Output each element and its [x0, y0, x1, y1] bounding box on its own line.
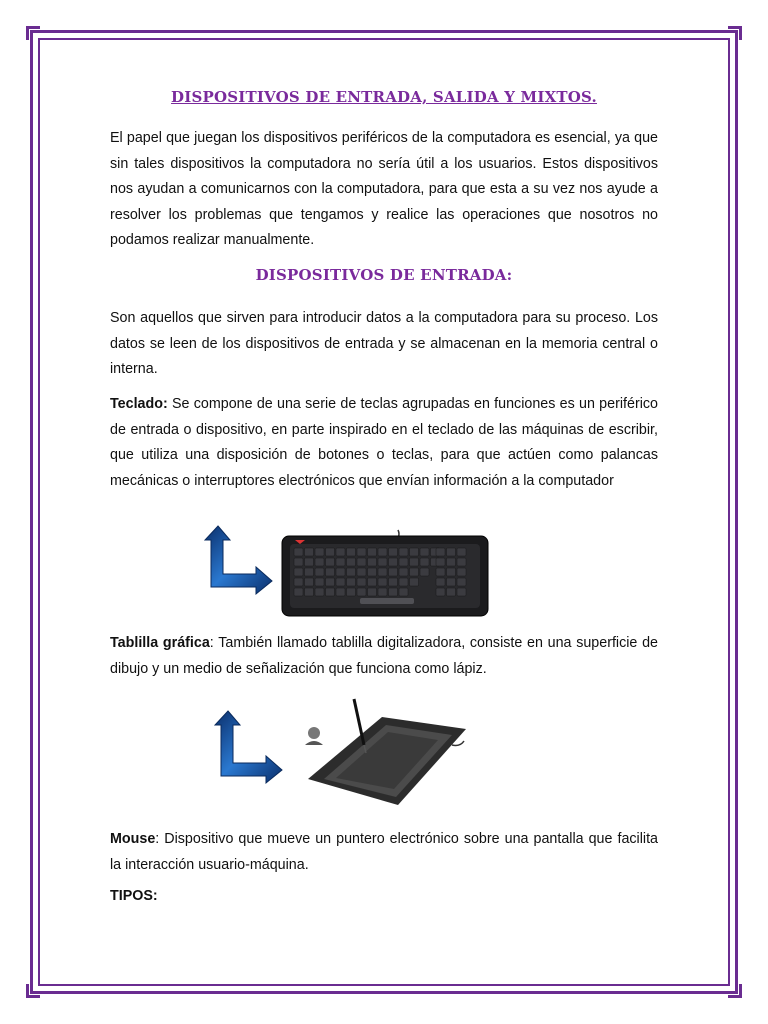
keyboard-term: Teclado:	[110, 396, 168, 412]
intro-paragraph: El papel que juegan los dispositivos periféricos de la computadora es esencial, ya que sin tales dispositivos la computadora no sería útil a los usuarios. Estos dispositivos nos ayudan a comunicarnos con la computadora, para que esta a su vez nos ayude a resolver los problemas que tengamos y realice las operaciones que nosotros no podamos realizar manualmente.	[110, 130, 658, 248]
tipos-heading: TIPOS:	[110, 888, 158, 904]
arrow-icon	[204, 524, 274, 596]
arrow-icon	[214, 709, 284, 785]
keyboard-paragraph	[110, 392, 658, 494]
tablet-term: Tablilla gráfica	[110, 635, 210, 651]
keyboard-image	[280, 528, 490, 618]
section-title: DISPOSITIVOS DE ENTRADA:	[255, 266, 513, 284]
mouse-term: Mouse	[110, 831, 156, 847]
border-corner	[26, 26, 40, 40]
border-corner	[728, 984, 742, 998]
border-corner	[728, 26, 742, 40]
tablet-paragraph	[110, 631, 658, 682]
mouse-paragraph	[110, 827, 658, 878]
keyboard-description: Se compone de una serie de teclas agrupadas en funciones es un periférico de entrada o dispositivo, en parte inspirado en el teclado de las máquinas de escribir, que utiliza una disposición de botones o teclas, para que actúen como palancas mecánicas o interruptores electrónicos que envían información a la computador	[110, 396, 658, 489]
border-corner	[26, 984, 40, 998]
section-intro-paragraph: Son aquellos que sirven para introducir datos a la computadora para su proceso. Los datos se leen de los dispositivos de entrada y se almacenan en la memoria central o interna.	[110, 310, 658, 377]
mouse-description: : Dispositivo que mueve un puntero electrónico sobre una pantalla que facilita la interacción usuario-máquina.	[110, 831, 658, 873]
tablet-description: : También llamado tablilla digitalizadora, consiste en una superficie de dibujo y un medio de señalización que funciona como lápiz.	[110, 635, 658, 677]
page-title: DISPOSITIVOS DE ENTRADA, SALIDA Y MIXTOS.	[171, 88, 597, 106]
tablet-image	[300, 695, 468, 813]
